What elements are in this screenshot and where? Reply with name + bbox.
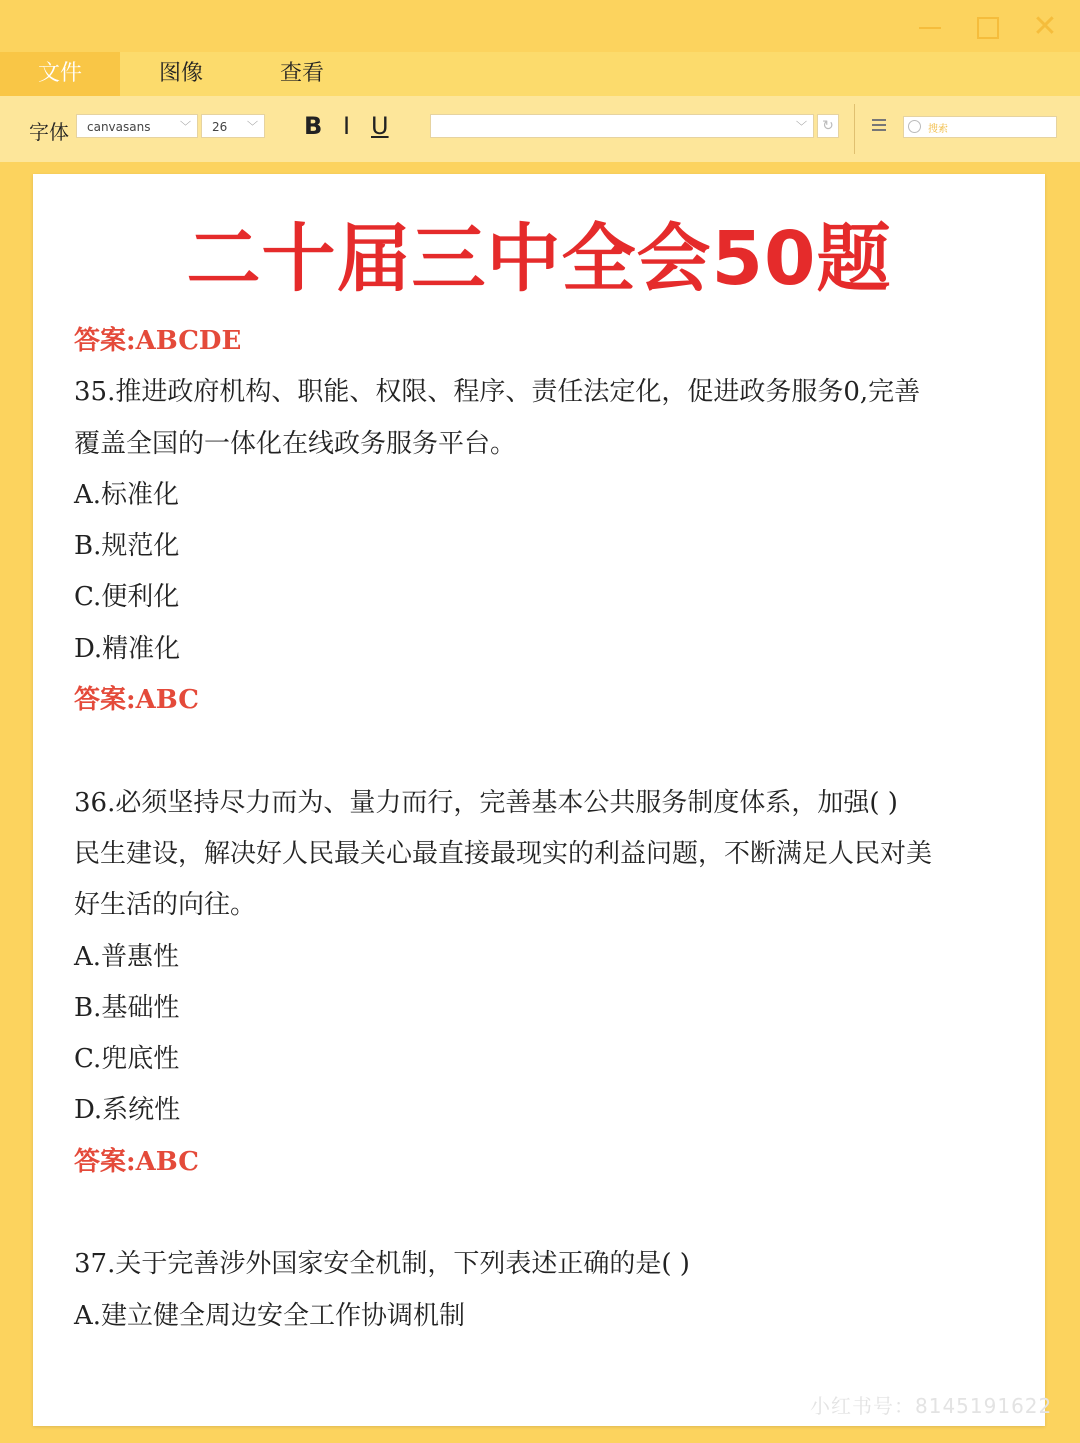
bold-button[interactable]: B: [304, 112, 323, 140]
style-select[interactable]: [430, 114, 814, 138]
font-family-select[interactable]: [76, 114, 198, 138]
refresh-button[interactable]: [817, 114, 839, 138]
tab-file[interactable]: 文件: [0, 52, 120, 96]
q35-option-b: B.规范化: [74, 531, 180, 562]
q36-option-a: A.普惠性: [74, 941, 180, 972]
blank-line: [74, 726, 1014, 777]
answer-q35: 答案:ABC: [74, 685, 199, 716]
maximize-icon: [977, 17, 999, 39]
minimize-button[interactable]: [913, 10, 947, 44]
q37-option-a: A.建立健全周边安全工作协调机制: [74, 1300, 466, 1331]
font-family-value: canvasans: [87, 120, 151, 134]
close-icon: ✕: [1032, 9, 1058, 44]
maximize-button[interactable]: [971, 10, 1005, 44]
close-button[interactable]: [1028, 10, 1062, 44]
search-icon: [908, 120, 921, 133]
tab-view[interactable]: 查看: [279, 61, 324, 86]
q35-option-a: A.标准化: [74, 479, 180, 510]
font-label: 字体: [29, 120, 69, 144]
refresh-icon: ↻: [822, 118, 834, 134]
answer-q34: 答案:ABCDE: [74, 326, 242, 356]
q36-option-c: C.兜底性: [74, 1044, 180, 1075]
tab-image[interactable]: 图像: [158, 61, 203, 86]
format-toolbar: [0, 96, 1080, 162]
document-page[interactable]: [33, 174, 1045, 1426]
question-35-line-2: 覆盖全国的一体化在线政务服务平台。: [74, 428, 517, 459]
blank-line: [74, 1188, 1014, 1239]
font-size-select[interactable]: [201, 114, 265, 138]
italic-button[interactable]: I: [343, 112, 351, 140]
minimize-icon: [919, 27, 941, 29]
numbered-list-icon[interactable]: [866, 116, 886, 136]
font-size-value: 26: [212, 120, 228, 134]
question-36-line-1: 36.必须坚持尽力而为、量力而行，完善基本公共服务制度体系，加强( ): [74, 787, 898, 818]
watermark: 小红书号：8145191622: [810, 1394, 1053, 1418]
q36-option-d: D.系统性: [74, 1095, 181, 1126]
chevron-down-icon: ﹀: [796, 120, 807, 133]
chevron-down-icon: ﹀: [247, 120, 258, 133]
q35-option-d: D.精准化: [74, 633, 181, 664]
chevron-down-icon: ﹀: [180, 120, 191, 133]
window-title-bar: [0, 0, 1080, 52]
q35-option-c: C.便利化: [74, 582, 180, 613]
question-37-line-1: 37.关于完善涉外国家安全机制，下列表述正确的是( ): [74, 1249, 690, 1280]
document-title: 二十届三中全会50题: [186, 216, 892, 302]
question-35-line-1: 35.推进政府机构、职能、权限、程序、责任法定化，促进政务服务0,完善: [74, 377, 921, 408]
underline-button[interactable]: U: [371, 112, 389, 140]
search-input[interactable]: [903, 116, 1057, 138]
question-36-line-3: 好生活的向往。: [74, 890, 257, 921]
search-placeholder: 搜索: [928, 124, 948, 135]
toolbar-divider: [854, 104, 855, 154]
question-36-line-2: 民生建设，解决好人民最关心最直接最现实的利益问题，不断满足人民对美: [74, 838, 933, 869]
q36-option-b: B.基础性: [74, 992, 180, 1023]
answer-q36: 答案:ABC: [74, 1146, 199, 1177]
menu-bar: [0, 52, 1080, 96]
document-content: [74, 316, 1014, 1342]
